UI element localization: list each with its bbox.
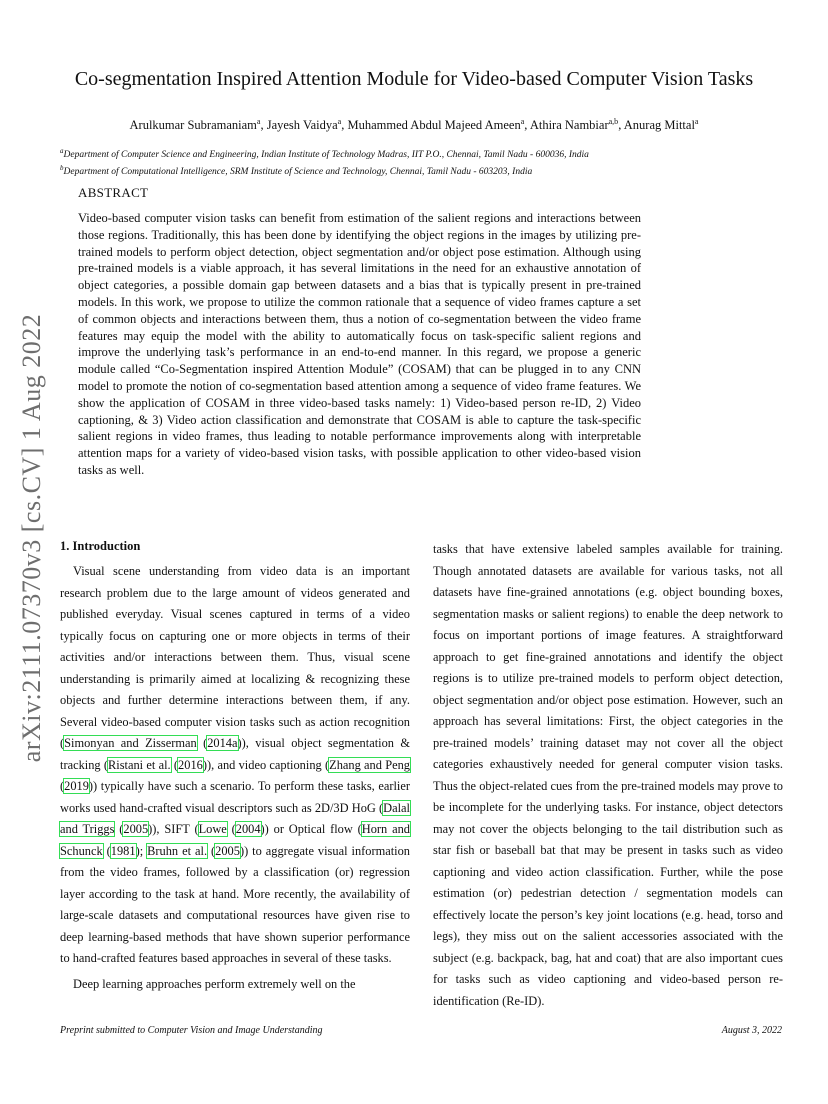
body-text: (	[170, 757, 179, 772]
body-text: (	[60, 779, 65, 793]
affiliation-a: $^a$Department of Computer Science and Engineering, Indian Institute of Technology Madras, IIT P.O., Chennai, Tamil Nadu - 600036, India	[60, 147, 589, 161]
abstract-body: Video-based computer vision tasks can benefit from estimation of the salient regions and interactions between those regions. Traditionally, this has been done by identifying the object regions in the images by utilizing pre-trained models to perform object detection, object segmentation and/or object pose estimation. Although using pre-trained models is a viable approach, it has several limitations in the need for an exhaustive annotation of object categories, a possible domain gap between datasets and a bias that is typically present in pre-trained models. In this work, we propose to utilize the common rationale that a sequence of video frames capture a set of common objects and interactions between them, thus a notion of co-segmentation between the video frame features may equip the model with the ability to automatically focus on task-specific salient regions and improve the underlying task’s performance in an end-to-end manner. In this regard, we propose a generic module called “Co-Segmentation inspired Attention Module” (COSAM) that can be plugged in to any CNN model to promote the notion of co-segmentation based attention among a sequence of video frame features. We show the application of COSAM in three video-based tasks namely: 1) Video-based person re-ID, 2) Video captioning, & 3) Video action classification and demonstrate that COSAM is able to capture the task-specific salient regions in video frames, thus leading to notable performance improvements along with interpretable attention maps for a variety of video-based vision tasks, with possible application to other video-based vision tasks as well.	[78, 211, 641, 477]
citation-link[interactable]: Horn and Schunck	[60, 822, 410, 858]
citation-link[interactable]: 2014a	[207, 736, 238, 750]
body-text: )) or Optical flow (	[260, 822, 362, 836]
citation-link[interactable]: 2004	[235, 822, 261, 836]
abstract-heading: ABSTRACT	[78, 185, 149, 200]
citation-link[interactable]: Lowe	[198, 822, 227, 836]
citation-link[interactable]: 2005	[123, 822, 149, 836]
footer-date: August 3, 2022	[721, 1025, 782, 1036]
body-text: )), SIFT (	[148, 822, 199, 836]
author-affiliation-mark: a,b	[608, 117, 619, 126]
body-text: (	[102, 843, 111, 858]
author-affiliation-mark: a	[256, 117, 261, 126]
author-affiliation-mark: a	[337, 117, 342, 126]
citation-link[interactable]: 1981	[110, 843, 136, 858]
citation-link[interactable]: Ristani et al.	[108, 757, 171, 772]
citation-link[interactable]: Simonyan and Zisserman	[64, 736, 197, 750]
body-text: );	[135, 843, 148, 858]
intro-paragraph-2: Deep learning approaches perform extremely well on the	[73, 976, 356, 991]
citation-link[interactable]: 2019	[64, 779, 89, 793]
body-text: (	[114, 822, 124, 836]
citation-link[interactable]: Zhang and Peng	[329, 757, 410, 772]
author-affiliation-mark: a	[694, 117, 699, 126]
affiliations	[60, 145, 760, 179]
body-text: )), visual object segmentation & tracking (	[60, 736, 410, 772]
body-text: )), and video captioning (	[202, 757, 330, 772]
body-text: )) typically have such a scenario. To perform these tasks, earlier works used hand-crafted visual descriptors such as 2D/3D HoG (	[60, 779, 410, 815]
section-heading: 1. Introduction	[60, 539, 141, 553]
body-text: )) to aggregate visual information from the video frames, followed by a classification (or) regression layer according to the task at hand. More recently, the availability of large-scale datasets and computational resources have given rise to deep learning-based methods that have shown superior performance to hand-crafted features based approaches in several of these tasks.	[60, 843, 410, 965]
paper-title: Co-segmentation Inspired Attention Module for Video-based Computer Vision Tasks	[74, 68, 754, 90]
citation-link[interactable]: Bruhn et al.	[147, 843, 208, 858]
citation-link[interactable]: 2005	[215, 843, 240, 858]
arxiv-identifier	[2, 292, 62, 784]
citation-link[interactable]: Dalal and Triggs	[60, 800, 410, 836]
author-name: Athira Nambiar	[529, 118, 609, 133]
author-name: Jayesh Vaidya	[266, 118, 338, 133]
author-list: Arulkumar Subramaniam$^a$, Jayesh Vaidya$^a$, Muhammed Abdul Majeed Ameen$^a$, Athira Nambiar$^{a,b}$, Anurag Mittal$^a$	[129, 117, 699, 133]
author-name: Anurag Mittal	[623, 118, 695, 133]
citation-link[interactable]: 2016	[178, 757, 203, 772]
arxiv-id-text: arXiv:2111.07370v3 [cs.CV] 1 Aug 2022	[17, 313, 46, 763]
intro-paragraph-continued: tasks that have extensive labeled samples available for training. Though annotated datasets are available for various tasks, not all datasets have fine-grained annotations (e.g. object bounding boxes, segmentation masks or salient regions) to enable the deep network to focus on important portions of image features. A straightforward approach to get fine-grained annotations and identify the object regions is to utilize pre-trained models to perform object detection, object segmentation and/or object pose estimation. However, such an approach has several limitations: First, the object categories in the pre-trained models’ training dataset may not cover all the object categories exhaustively needed for general computer vision tasks. Thus the object-related cues from the pre-trained models may prove to be incomplete for the underlying tasks. For instance, object detectors may not cover the objects belonging to the tail distribution such as star fish or baseball bat that may be present in tasks such as video captioning and video action classification. Further, while the pose estimation (or) pedestrian detection / segmentation models can effectively locate the person’s key joint locations (e.g. head, torso and legs), they miss out on the salient accessories associated with the subject (e.g. backpack, bag, hat and coat) that are also important cues for tasks such as video captioning and video-based person re-identification (Re-ID).	[433, 542, 783, 1008]
affiliation-b: $^b$Department of Computational Intelligence, SRM Institute of Science and Technology, Chennai, Tamil Nadu - 603203, India	[60, 164, 533, 178]
right-column	[433, 539, 783, 1016]
author-affiliation-mark: a	[520, 117, 525, 126]
body-text: (	[226, 822, 236, 836]
left-column	[60, 561, 410, 999]
author-name: Arulkumar Subramaniam	[129, 118, 257, 133]
body-text: Visual scene understanding from video data is an important research problem due to the large amount of videos generated and published everyday. Visual scenes captured in terms of a video typically focus on capturing one or more objects in terms of their activities and/or interactions between them. Thus, visual scene understanding is primarily aimed at localizing & recognizing these objects and further determine interactions between them, if any. Several video-based computer vision tasks such as action recognition (	[60, 564, 410, 750]
author-name: Muhammed Abdul Majeed Ameen	[347, 118, 521, 133]
footer-journal: Preprint submitted to Computer Vision and Image Understanding	[60, 1025, 323, 1036]
body-text: (	[207, 843, 216, 858]
intro-paragraph-1	[60, 561, 410, 970]
body-text: (	[196, 736, 208, 750]
